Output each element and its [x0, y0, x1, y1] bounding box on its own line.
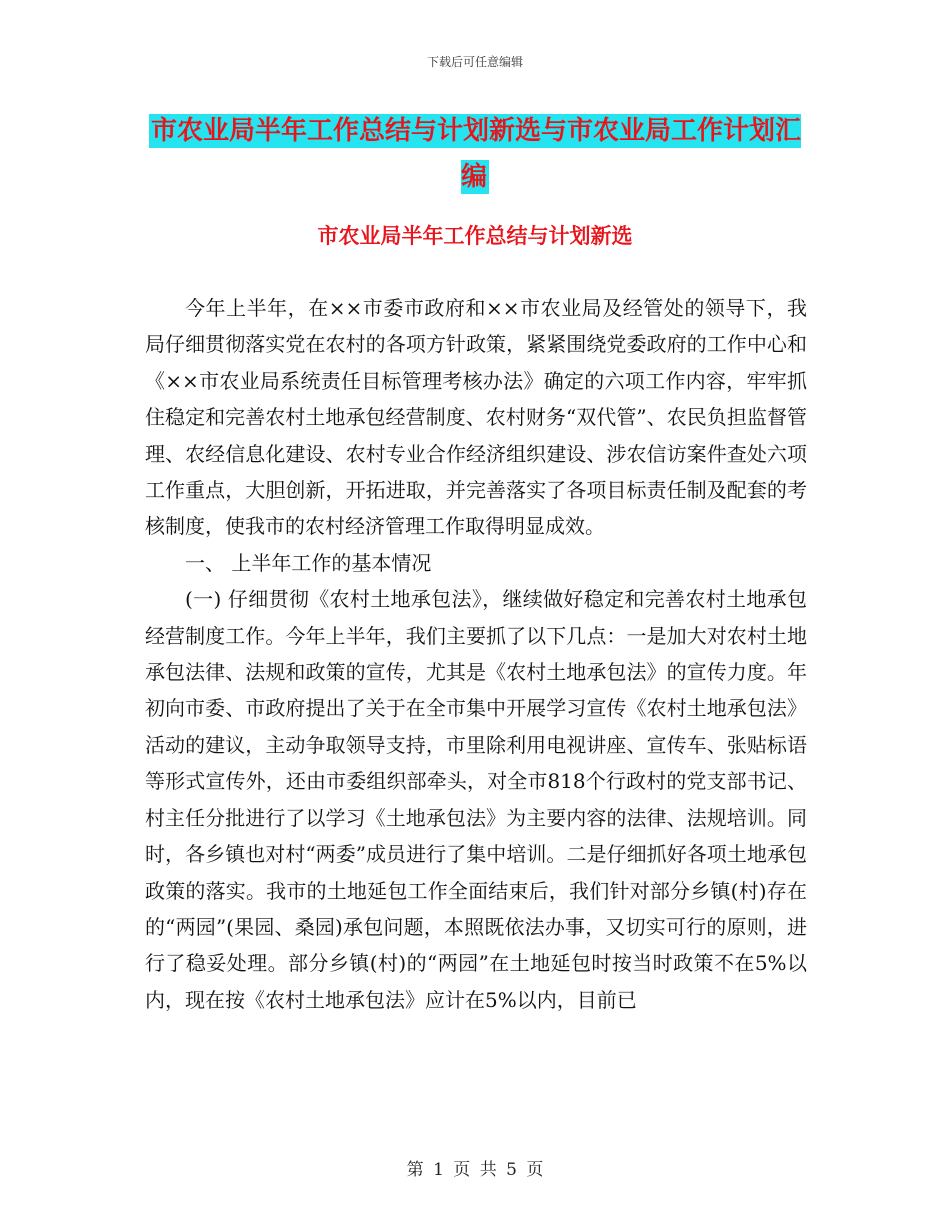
body-paragraph: (一) 仔细贯彻《农村土地承包法》，继续做好稳定和完善农村土地承包经营制度工作。今年上半年，我们主要抓了以下几点：一是加大对农村土地承包法律、法规和政策的宣传，尤其是《农村土地承包法》的宣传力度。年初向市委、市政府提出了关于在全市集中开展学习宣传《农村土地承包法》活动的建议，主动争取领导支持，市里除利用电视讲座、宣传车、张贴标语等形式宣传外，还由市委组织部牵头，对全市818个行政村的党支部书记、村主任分批进行了以学习《土地承包法》为主要内容的法律、法规培训。同时，各乡镇也对村“两委”成员进行了集中培训。二是仔细抓好各项土地承包政策的落实。我市的土地延包工作全面结束后，我们针对部分乡镇(村)存在的“两园”(果园、桑园)承包问题，本照既依法办事，又切实可行的原则，进行了稳妥处理。部分乡镇(村)的“两园”在土地延包时按当时政策不在5%以内，现在按《农村土地承包法》应计在5%以内，目前已 — [145, 587, 807, 1012]
intro-paragraph: 今年上半年，在××市委市政府和××市农业局及经管处的领导下，我局仔细贯彻落实党在农村的各项方针政策，紧紧围绕党委政府的工作中心和《××市农业局系统责任目标管理考核办法》确定的六项工作内容，牢牢抓住稳定和完善农村土地承包经营制度、农村财务“双代管”、农民负担监督管理、农经信息化建设、农村专业合作经济组织建设、涉农信访案件查处六项工作重点，大胆创新，开拓进取，并完善落实了各项目标责任制及配套的考核制度，使我市的农村经济管理工作取得明显成效。 — [145, 296, 807, 539]
section-title: 市农业局半年工作总结与计划新选 — [317, 224, 633, 248]
section-heading: 一、 上半年工作的基本情况 — [185, 550, 432, 575]
document-body — [145, 290, 807, 1018]
header-note: 下载后可任意编辑 — [426, 55, 523, 69]
page-number-footer: 第 1 页 共 5 页 — [406, 1160, 544, 1180]
document-title — [145, 108, 805, 200]
document-title-text: 市农业局半年工作总结与计划新选与市农业局工作计划汇编 — [150, 116, 801, 192]
